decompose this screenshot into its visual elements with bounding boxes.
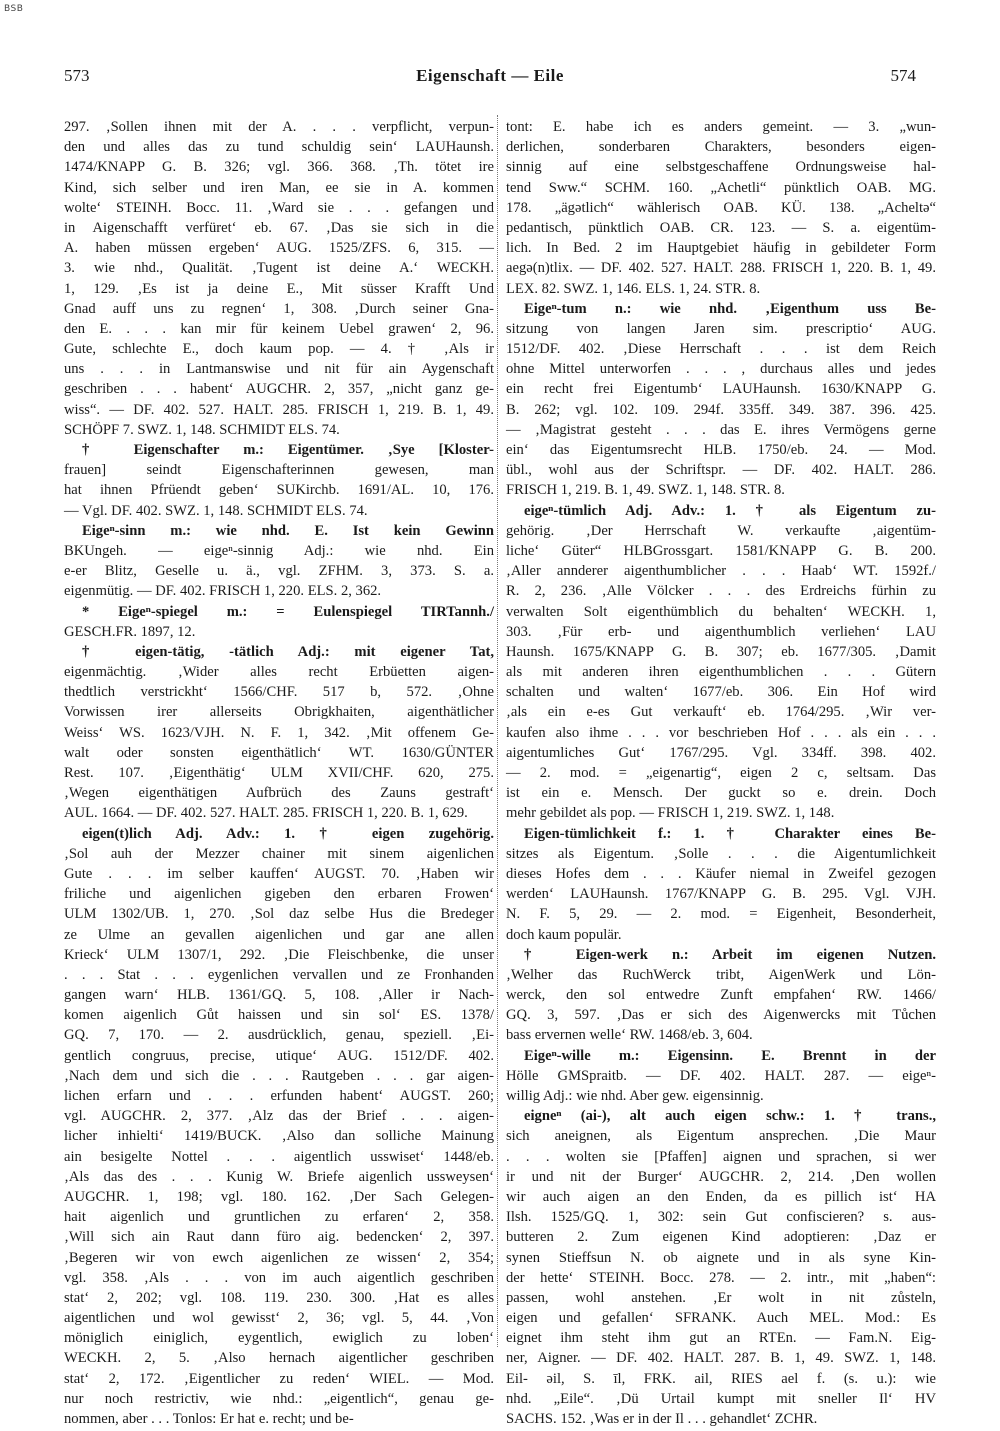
text-line: derlichen, sonderbaren Charakters, besonders eigen- [506, 139, 936, 156]
text-line: — 2. mod. = „eigenartig“, eigen 2 c, seltsam. Das [506, 765, 936, 781]
text-line: liche‘ Güter“ HLBGrossgart. 1581/KNAPP G. B. 200. [506, 542, 936, 559]
text-line: BKUngeh. — eigeⁿ-sinnig Adj.: wie nhd. Ein [64, 542, 494, 559]
page-header [64, 66, 916, 90]
left-column [64, 117, 494, 1427]
text-line: eigen(t)lich Adj. Adv.: 1. † eigen zugehörig. [82, 825, 494, 842]
text-line: Eil‑ əil, S. īl, FRK. ail, RIES ael f. (s. u.): wie [506, 1370, 936, 1387]
text-line: Gute, schlechte E., doch kaum pop. — 4. † ‚Als ir [64, 341, 494, 358]
text-line: wir auch aigen an den Enden, da es pillich ist‘ HA [506, 1188, 936, 1205]
text-line: möniglich einiglich, eygentlich, ewiglich zu loben‘ [64, 1330, 494, 1347]
text-line: stat‘ 2, 202; vgl. 108. 119. 230. 300. ‚Hat es alles [64, 1289, 494, 1306]
text-line: 1474/KNAPP G. B. 326; vgl. 366. 368. ‚Th. tötet ire [64, 159, 494, 176]
text-line: N. F. 5, 29. — 2. mod. = Eigenheit, Besonderheit, [506, 906, 936, 923]
column-divider [497, 115, 498, 1347]
text-line: ‚Als das des . . . Kunig W. Briefe aigenlich ussweysen‘ [64, 1168, 494, 1185]
text-line: gentlich congruus, precise, utique‘ AUG. 1512/DF. 402. [64, 1047, 494, 1064]
text-line: eignet ihm steht ihm gut an RTEn. — Fam.N. Eig- [506, 1330, 936, 1347]
text-line: FRISCH 1, 219. B. 1, 49. SWZ. 1, 148. STR. 8. [506, 482, 785, 499]
text-line: A. haben müssen ergeben‘ AUG. 1525/ZFS. 6, 315. — [64, 240, 494, 257]
text-line: . . . wolten sie [Pfaffen] aignen und sprachen, si wer [506, 1148, 936, 1165]
text-line: eigeⁿ-tümlich Adj. Adv.: 1. † als Eigentum zu- [524, 502, 936, 519]
text-line: lichen erfarn und . . . erfunden habent‘ AUGST. 260; [64, 1088, 494, 1104]
page-number-left: 573 [64, 66, 90, 85]
text-line: wiss“. — DF. 402. 527. HALT. 285. FRISCH 1, 219. B. 1, 49. [64, 401, 494, 418]
text-line: 1512/DF. 402. ‚Diese Herrschaft . . . ist dem Reich [506, 341, 936, 358]
text-line: eigneⁿ (ai-), alt auch eigen schw.: 1. † trans., [524, 1108, 936, 1125]
text-line: sich aneignen, als Eigentum ansprechen. ‚Die Maur [506, 1128, 936, 1145]
text-line: tont: E. habe ich es anders gemeint. — 3. „wun- [506, 119, 936, 135]
text-line: AUL. 1664. — DF. 402. 527. HALT. 285. FRISCH 1, 220. B. 1, 629. [64, 805, 468, 822]
text-line: ‚Aller annderer aigenthumblicher . . . Haab‘ WT. 1592f./ [506, 563, 936, 580]
text-line: ain besigelte Nottel . . . aigentlich usswiset‘ 1448/eb. [64, 1148, 494, 1165]
text-line: Kind, sich selber und iren Man, ee sie in A. kommen [64, 179, 494, 196]
text-line: LEX. 82. SWZ. 1, 146. ELS. 1, 24. STR. 8. [506, 280, 761, 297]
text-line: 1, 129. ‚Es ist ja deine E., Mit süsser Krafft Und [64, 280, 494, 297]
text-line: butteren 2. Zum eigenen Kind adoptieren: ‚Daz er [506, 1229, 936, 1246]
text-line: uns . . . in Lantmanswise und nit für ain Aygenschaft [64, 361, 494, 378]
text-line: GQ. 3, 597. ‚Das er sich des Aigenwercks mit Tůchen [506, 1007, 936, 1024]
text-line: R. 2, 236. ‚Alle Völcker . . . des Erdreichs fürhin zu [506, 583, 936, 600]
text-line: ein recht frei Eigentumb‘ LAUHaunsh. 1630/KNAPP G. [506, 381, 936, 398]
text-line: bass ervernen welle‘ RW. 1468/eb. 3, 604. [506, 1027, 753, 1044]
page-number-right: 574 [890, 66, 916, 85]
text-line: Weiss‘ WS. 1623/VJH. N. F. 1, 342. ‚Mit offenem Ge- [64, 724, 494, 741]
text-line: verwalten Solt eigenthümblich du behalten‘ WECKH. 1, [506, 603, 936, 620]
text-line: AUGCHR. 1, 198; vgl. 180. 162. ‚Der Sach Gelegen- [64, 1188, 494, 1205]
text-line: nur noch restrictiv, wie nhd.: „eigentlich“, genau ge- [64, 1390, 494, 1407]
text-line: thedtlich verstrickht‘ 1566/CHF. 517 b, 572. ‚Ohne [64, 684, 494, 701]
text-line: kaufen also ihme . . . vor beschrieben Hof . . . als ein . . . [506, 724, 936, 741]
text-line: komen aigenlich Gůt haissen und sin sol‘ ES. 1378/ [64, 1007, 494, 1024]
text-line: ein‘ das Eigentumsrecht HLB. 1750/eb. 24. — Mod. [506, 442, 936, 458]
text-line: eigenmütig. — DF. 402. FRISCH 1, 220. ELS. 2, 362. [64, 583, 382, 600]
text-line: 297. ‚Sollen ihnen mit der A. . . . verpflicht, verpun- [64, 119, 494, 135]
text-line: — ‚Magistrat gesteht . . . das E. ihres Vermögens gerne [506, 421, 936, 438]
text-line: ‚Welher das RuchWerck tribt, AigenWerk und Lön- [506, 966, 936, 983]
text-line: Gute . . . im selber kauffen‘ AUGST. 70. ‚Haben wir [64, 865, 494, 882]
text-line: eigen und gefallen‘ SFRANK. Auch MEL. Mod.: Es [506, 1310, 936, 1327]
text-line: Haunsh. 1675/KNAPP G. B. 307; eb. 1677/305. ‚Damit [506, 643, 936, 660]
library-stamp: BSB [4, 4, 24, 14]
text-line: ist ein e. Mensch. Der guckt so e. drein. Doch [506, 785, 936, 802]
text-line: der hette‘ STEINH. Bocc. 278. — 2. intr., mit „haben“: [506, 1269, 936, 1286]
text-line: vgl. AUGCHR. 2, 377. ‚Alz das der Brief . . . aigen- [64, 1108, 494, 1125]
text-line: 178. „ägətlich“ wählerisch OAB. KÜ. 138. „Acheltə“ [506, 199, 936, 216]
text-line: doch kaum populär. [506, 926, 622, 943]
text-line: GESCH.FR. 1897, 12. [64, 623, 196, 640]
text-line: hat ihnen Pfrüendt geben‘ SUKirchb. 1691/AL. 10, 176. [64, 482, 494, 499]
text-line: den E. . . . kan mir für keinem Uebel grawen‘ 2, 96. [64, 320, 494, 337]
text-line: lich. In Bed. 2 im Hauptgebiet häufig in gebildeter Form [506, 240, 936, 257]
text-line: licher inhielti‘ 1419/BUCK. ‚Also dan solliche Mainung [64, 1128, 494, 1145]
text-line: geschriben . . . habent‘ AUGCHR. 2, 357, „nicht ganz ge- [64, 381, 494, 398]
text-line: werck, den sol entwedre Zunft empfahen‘ RW. 1466/ [506, 987, 936, 1004]
text-line: B. 262; vgl. 102. 109. 294f. 335ff. 349. 387. 396. 425. [506, 401, 936, 418]
text-line: SACHS. 152. ‚Was er in der Il . . . gehandlet‘ ZCHR. [506, 1411, 818, 1427]
text-line: 3. wie nhd., Qualität. ‚Tugent ist deine A.‘ WECKH. [64, 260, 494, 277]
text-line: † eigen-tätig, -tätlich Adj.: mit eigener Tat, [82, 643, 494, 660]
text-line: WECKH. 2, 5. ‚Also hernach aigentlicher geschriben [64, 1350, 494, 1367]
text-line: Krieck‘ ULM 1307/1, 292. ‚Die Fleischbenke, die unser [64, 946, 494, 963]
text-line: ‚Wegen eigenthätigen Aufbrüch des Zauns gestraft‘ [64, 785, 494, 802]
text-line: vgl. 358. ‚Als . . . von im auch aigentlich geschriben [64, 1269, 494, 1286]
text-line: stat‘ 2, 172. ‚Eigentlicher zu reden‘ WIEL. — Mod. [64, 1370, 494, 1387]
text-line: Ilsh. 1525/GQ. 1, 302: sein Gut confiscieren? s. aus- [506, 1209, 936, 1226]
text-line: Eigeⁿ-wille m.: Eigensinn. E. Brennt in der [524, 1047, 936, 1064]
text-line: sinnig auf eine selbstgeschaffene Ordnungsweise hal- [506, 159, 936, 176]
text-line: Eigeⁿ-tum n.: wie nhd. ‚Eigenthum uss Be- [524, 300, 936, 317]
text-line: dieses Hofes dem . . . Käufer niemal in Zweifel gezogen [506, 865, 936, 882]
text-line: aegə(n)tlix. — DF. 402. 527. HALT. 288. FRISCH 1, 220. B. 1, 49. [506, 260, 936, 277]
text-line: nommen, aber . . . Tonlos: Er hat e. recht; und be- [64, 1411, 354, 1427]
text-line: nhd. „Eile“. ‚Dü Urtail kumpt mit sneller Il‘ HV [506, 1390, 936, 1407]
text-line: GQ. 7, 170. — 2. ausdrücklich, genau, speziell. ‚Ei- [64, 1027, 494, 1044]
right-column [506, 117, 936, 1427]
text-line: tend Sww.“ SCHM. 160. „Achetli“ pünktlich OAB. MG. [506, 179, 936, 196]
text-line: ULM 1302/UB. 1, 270. ‚Sol daz selbe Hus die Bredeger [64, 906, 494, 923]
text-line: Rest. 107. ‚Eigenthätig‘ ULM XVII/CHF. 620, 275. [64, 765, 494, 781]
text-line: schalten und walten‘ 1677/eb. 306. Ein Hof wird [506, 684, 936, 701]
text-line: e-er Blitz, Geselle u. ä., vgl. ZFHM. 3, 373. S. a. [64, 563, 494, 580]
text-line: ‚Will sich ain Raut dann füro aig. bedencken‘ 2, 397. [64, 1229, 494, 1246]
text-line: gangen warn‘ HLB. 1361/GQ. 5, 108. ‚Aller ir Nach- [64, 987, 494, 1004]
text-line: in Aigenschafft verfüret‘ eb. 67. ‚Das sie sich in die [64, 219, 494, 236]
text-line: — Vgl. DF. 402. SWZ. 1, 148. SCHMIDT ELS. 74. [64, 502, 368, 519]
text-line: aigentlichen und wol gewisst‘ 2, 36; vgl. 5, 44. ‚Von [64, 1310, 494, 1327]
text-line: ner, Aigner. — DF. 402. HALT. 287. B. 1, 49. SWZ. 1, 148. [506, 1350, 936, 1367]
text-line: ‚Begeren wir von ewch aigenlichen ze wissen‘ 2, 354; [64, 1249, 494, 1266]
text-line: Eigeⁿ-sinn m.: wie nhd. E. Ist kein Gewinn [82, 522, 494, 539]
text-line: friliche und aigenlichen gigeben den erbaren Frowen‘ [64, 886, 494, 903]
text-line: * Eigeⁿ-spiegel m.: = Eulenspiegel TIRTannh./ [82, 603, 494, 620]
text-line: willig Adj.: wie nhd. Aber gew. eigensinnig. [506, 1088, 764, 1104]
text-line: aigentumliches Gut‘ 1767/295. Vgl. 334ff. 398. 402. [506, 744, 936, 761]
text-line: sitzung von langen Jaren sim. prescriptio‘ AUG. [506, 320, 936, 337]
text-line: übl., wohl aus der Schriftspr. — DF. 402. HALT. 286. [506, 462, 936, 479]
text-line: † Eigen-werk n.: Arbeit im eigenen Nutzen. [524, 946, 936, 963]
text-line: . . . Stat . . . eygenlichen vervallen und ze Fronhanden [64, 966, 494, 983]
text-line: pedantisch, pünktlich OAB. CR. 123. — S. a. eigentüm- [506, 219, 936, 236]
running-title: Eigenschaft — Eile [416, 66, 564, 85]
text-line: hait aigenlich und gruntlichen zu erfaren‘ 2, 358. [64, 1209, 494, 1226]
text-line: ohne Mittel unterworfen . . . , durchaus alles und jedes [506, 361, 936, 378]
text-line: ‚als ein e-es Gut verkauft‘ eb. 1764/295. ‚Wir ver- [506, 704, 936, 721]
text-line: Eigen-tümlichkeit f.: 1. † Charakter eines Be- [524, 825, 936, 842]
text-line: ze Ulme an gevallen aigenlichen und gar ane allen [64, 926, 494, 943]
text-line: werden‘ LAUHaunsh. 1767/KNAPP G. B. 295. Vgl. VJH. [506, 886, 936, 903]
text-line: SCHÖPF 7. SWZ. 1, 148. SCHMIDT ELS. 74. [64, 421, 340, 438]
text-line: gehörig. ‚Der Herrschaft W. verkaufte ‚aigentüm- [506, 522, 936, 539]
text-line: ‚Sol auh der Mezzer chainer mit sinem aigenlichen [64, 845, 494, 862]
text-line: frauen] seindt Eigenschafterinnen gewesen, man [64, 462, 494, 479]
text-line: † Eigenschafter m.: Eigentümer. ‚Sye [Kloster- [82, 442, 494, 458]
text-line: wolte‘ STEINH. Bocc. 11. ‚Ward sie . . . gefangen und [64, 199, 494, 216]
text-line: eigenmächtig. ‚Wider alles recht Erbüetten aigen- [64, 664, 494, 681]
text-line: ir und nit der Burger‘ AUGCHR. 2, 214. ‚Den wollen [506, 1168, 936, 1185]
text-line: Hölle GMSpraitb. — DF. 402. HALT. 287. — eigeⁿ- [506, 1067, 936, 1084]
text-line: als mit anderen ihren eigenthumblichen . . . Gütern [506, 664, 936, 681]
text-line: synen Stieffsun N. ob aignete und in als syne Kin- [506, 1249, 936, 1266]
text-line: sitzes als Eigentum. ‚Solle . . . die Aigentumlichkeit [506, 845, 936, 862]
text-line: den und alles das zu tund schuldig sein‘ LAUHaunsh. [64, 139, 494, 156]
text-line: ‚Nach dem und sich die . . . Rautgeben . . . gar aigen- [64, 1067, 494, 1084]
text-line: passen, wohl anstehen. ‚Er wolt in nit zůsteln, [506, 1289, 936, 1306]
text-line: 303. ‚Für erb- und aigenthumblich verliehen‘ LAU [506, 623, 936, 640]
text-line: mehr gebildet als pop. — FRISCH 1, 219. SWZ. 1, 148. [506, 805, 835, 822]
text-line: walt oder sonsten eigenthätlich‘ WT. 1630/GÜNTER [64, 744, 494, 761]
text-line: Gnad auff uns zu regnen‘ 1, 308. ‚Durch seiner Gna- [64, 300, 494, 317]
text-line: Vorwissen irer allerseits Obrigkhaiten, aigenthätlicher [64, 704, 494, 721]
